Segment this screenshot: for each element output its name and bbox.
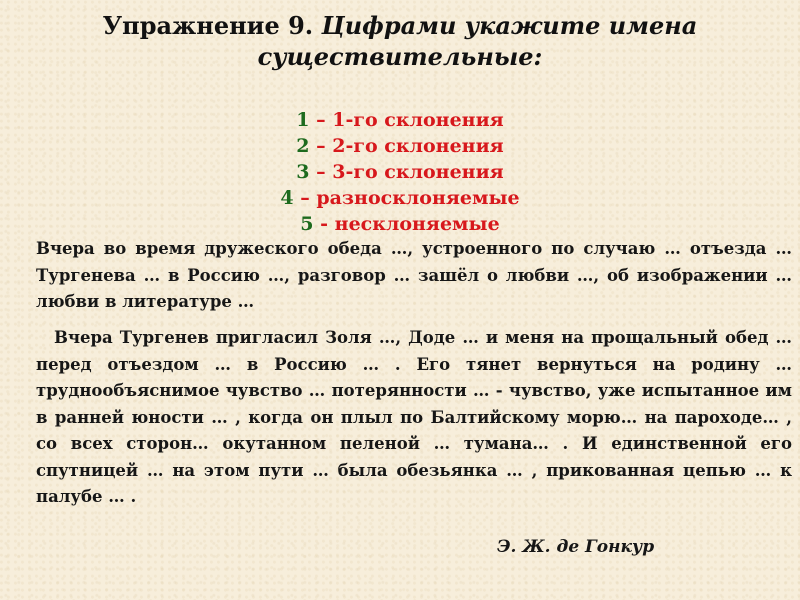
legend-item-2 — [0, 133, 800, 159]
title-line-1 — [0, 10, 800, 41]
legend-number: 4 — [280, 187, 294, 209]
legend-text: – 1-го склонения — [316, 109, 504, 131]
legend-item-3 — [0, 159, 800, 185]
legend-text: – разносклоняемые — [300, 187, 520, 209]
exercise-title — [0, 10, 800, 72]
exercise-number: Упражнение 9. — [102, 11, 314, 40]
author-signature: Э. Ж. де Гонкур — [497, 537, 655, 557]
task-text-line-1: Цифрами укажите имена — [321, 11, 698, 40]
legend-text: – 2-го склонения — [316, 135, 504, 157]
legend-number: 3 — [296, 161, 310, 183]
exercise-paragraph-1: Вчера во время дружеского обеда …, устроенного по случаю … отъезда … Тургенева … в Россию …, разговор … зашёл о любви …, об изображении … любви в литературе … — [36, 239, 792, 311]
legend-text: - несклоняемые — [320, 213, 500, 235]
legend-item-1 — [0, 107, 800, 133]
task-text-line-2: существительные: — [257, 42, 543, 71]
declension-legend — [0, 107, 800, 237]
exercise-paragraph-2: Вчера Тургенев пригласил Золя …, Доде … и меня на прощальный обед … перед отъездом … в Россию … . Его тянет вернуться на родину … труднообъяснимое чувство … потерянности … - чувство, уже испытанное им в ранней юности … , когда он плыл по Балтийскому морю… на пароходе… , со всех сторон… окутанном пеленой … тумана… . И единственной его спутницей … на этом пути … была обезьянка … , прикованная цепью … к палубе … . — [36, 328, 792, 506]
legend-item-4 — [0, 185, 800, 211]
legend-item-5 — [0, 211, 800, 237]
legend-number: 2 — [296, 135, 310, 157]
legend-text: – 3-го склонения — [316, 161, 504, 183]
legend-number: 5 — [300, 213, 314, 235]
legend-number: 1 — [296, 109, 310, 131]
